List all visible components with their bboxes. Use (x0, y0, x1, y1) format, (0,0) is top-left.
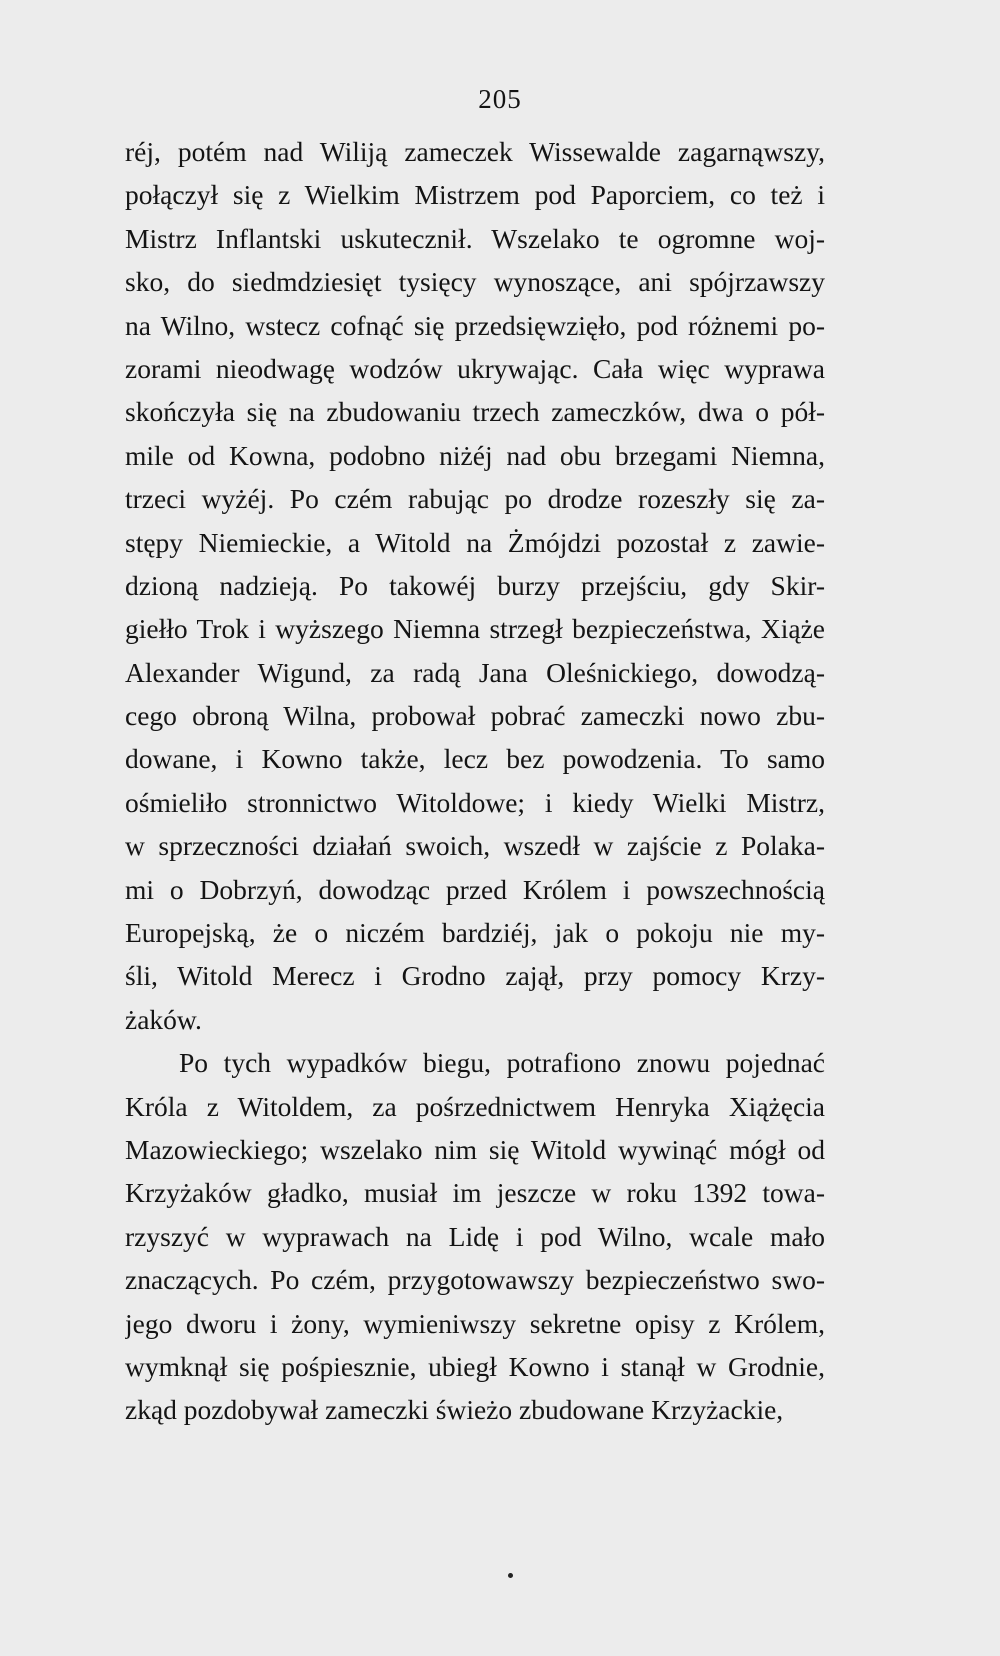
text-line: znaczących. Po czém, przygotowawszy bezpieczeństwo swo- (125, 1264, 825, 1296)
text-line: cego obroną Wilna, probował pobrać zameczki nowo zbu- (125, 700, 825, 732)
text-line: réj, potém nad Wiliją zameczek Wissewalde zagarnąwszy, (125, 136, 825, 167)
text-line: zorami nieodwagę wodzów ukrywając. Cała więc wyprawa (125, 352, 825, 384)
text-line: Po tych wypadków biegu, potrafiono znowu pojednać (179, 1047, 825, 1079)
text-line: żaków. (125, 1003, 202, 1035)
page-number: 205 (478, 84, 522, 114)
text-line: jego dworu i żony, wymieniwszy sekretne opisy z Królem, (125, 1307, 825, 1339)
text-line: dowane, i Kowno także, lecz bez powodzenia. To samo (125, 743, 825, 775)
ink-speck (508, 1573, 513, 1578)
text-line: ośmieliło stronnictwo Witoldowe; i kiedy Wielki Mistrz, (125, 786, 825, 818)
text-line: połączył się z Wielkim Mistrzem pod Paporciem, co też i (125, 179, 825, 211)
text-line: zkąd pozdobywał zameczki świeżo zbudowane Krzyżackie, (125, 1394, 784, 1426)
text-line: Mazowieckiego; wszelako nim się Witold wywinąć mógł od (125, 1133, 825, 1165)
text-line: Mistrz Inflantski uskutecznił. Wszelako te ogromne woj- (125, 222, 825, 254)
text-line: sko, do siedmdziesięt tysięcy wynoszące, ani spójrzawszy (125, 266, 825, 298)
paragraph (125, 130, 825, 1041)
text-line: Króla z Witoldem, za pośrzednictwem Henryka Xiążęcia (125, 1090, 825, 1122)
text-line: Alexander Wigund, za radą Jana Oleśnickiego, dowodzą- (125, 656, 825, 688)
text-line: skończyła się na zbudowaniu trzech zameczków, dwa o pół- (125, 396, 825, 428)
text-line: wymknął się pośpiesznie, ubiegł Kowno i stanął w Grodnie, (125, 1350, 825, 1382)
text-line: śli, Witold Merecz i Grodno zajął, przy pomocy Krzy- (125, 960, 825, 992)
paragraph (125, 1041, 825, 1432)
body-text (125, 130, 825, 1432)
text-line: dzioną nadzieją. Po takowéj burzy przejściu, gdy Skir- (125, 569, 825, 601)
text-line: Krzyżaków gładko, musiał im jeszcze w roku 1392 towa- (125, 1177, 825, 1209)
text-line: rzyszyć w wyprawach na Lidę i pod Wilno, wcale mało (125, 1220, 825, 1252)
text-line: giełło Trok i wyższego Niemna strzegł bezpieczeństwa, Xiąże (125, 613, 825, 645)
text-line: w sprzeczności działań swoich, wszedł w zajście z Polaka- (125, 830, 825, 862)
text-line: mi o Dobrzyń, dowodząc przed Królem i powszechnością (125, 873, 825, 905)
text-line: trzeci wyżéj. Po czém rabując po drodze rozeszły się za- (125, 483, 825, 515)
text-line: na Wilno, wstecz cofnąć się przedsięwzięło, pod różnemi po- (125, 309, 825, 341)
text-line: Europejską, że o niczém bardziéj, jak o pokoju nie my- (125, 917, 825, 949)
text-line: mile od Kowna, podobno niżéj nad obu brzegami Niemna, (125, 439, 825, 471)
text-line: stępy Niemieckie, a Witold na Żmójdzi pozostał z zawie- (125, 526, 825, 558)
